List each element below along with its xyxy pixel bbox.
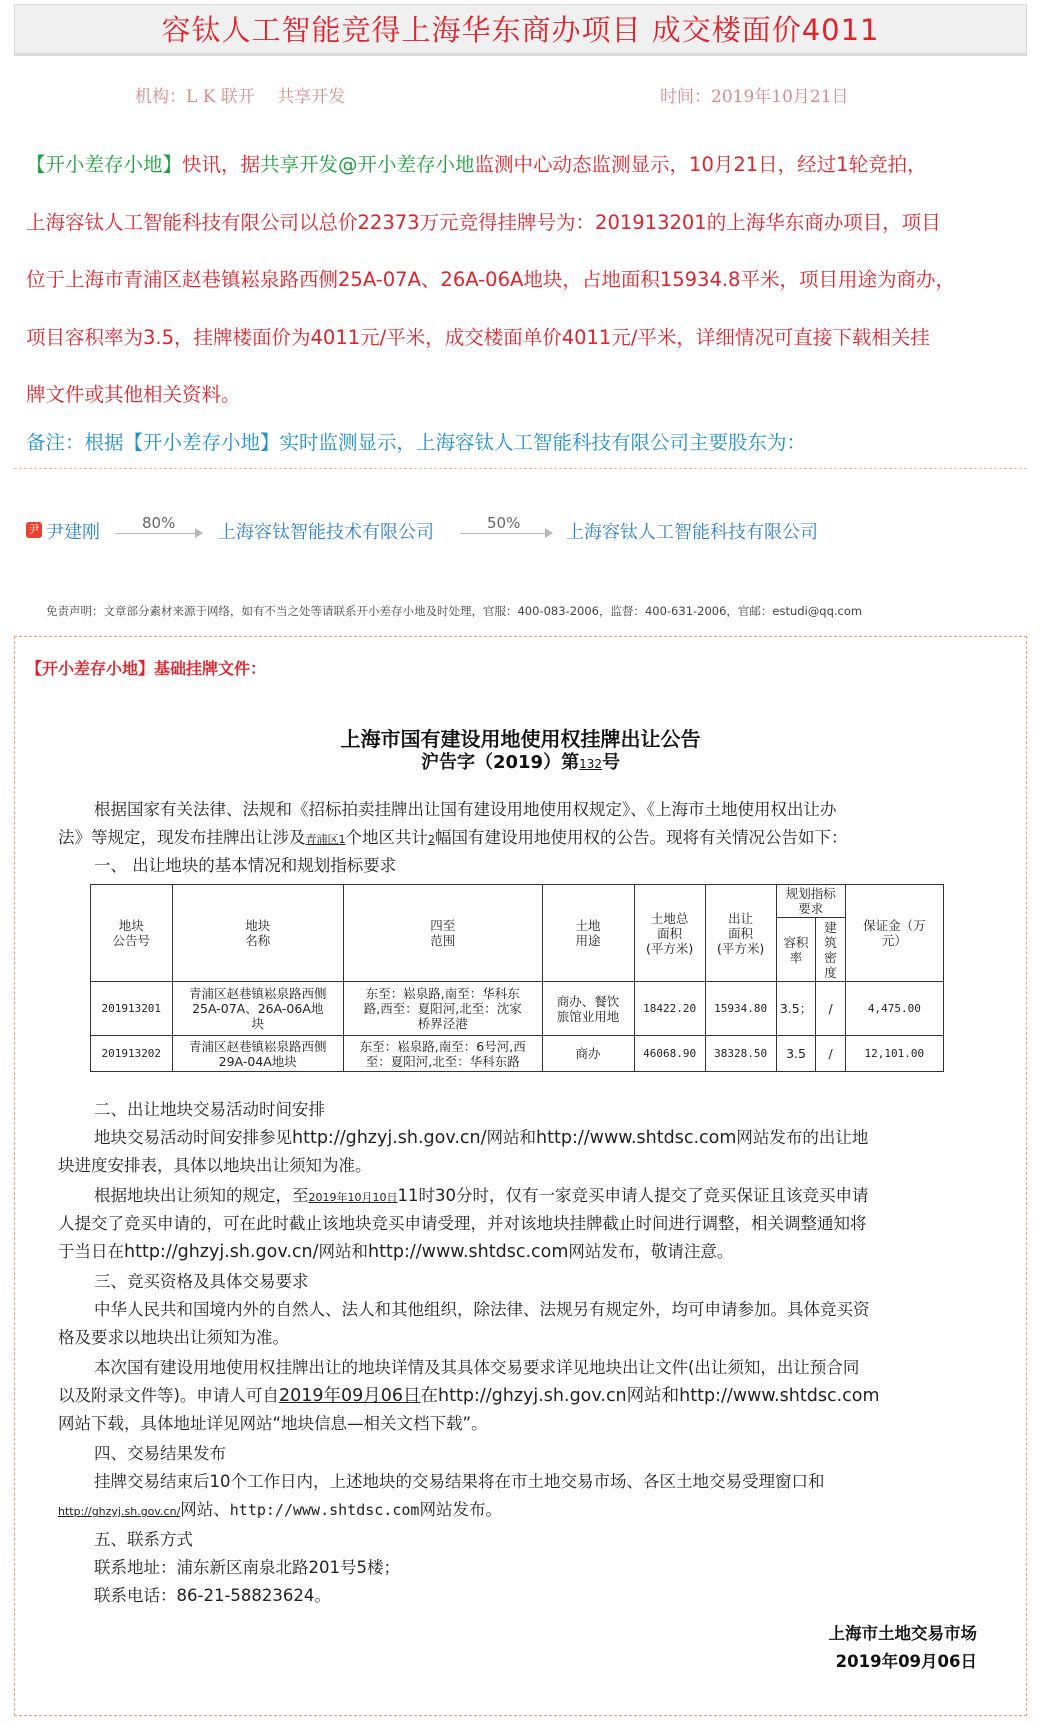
- cell-range: 东至：崧泉路,南至：6号河,西 至：夏阳河,北至：华科东路: [343, 1036, 542, 1072]
- para-2b: 块进度安排表，具体以地块出让须知为准。: [58, 1156, 372, 1175]
- para-2a: 地块交易活动时间安排参见http://ghzyj.sh.gov.cn/网站和http://www.shtdsc.com网站发布的出让地: [94, 1128, 869, 1148]
- para-3a: 根据地块出让须知的规定，至2019年10月10日11时30分时，仅有一家竞买申请人提交了竞买保证且该竞买申请: [94, 1186, 869, 1205]
- cell-far: 3.5: [776, 1036, 816, 1072]
- person-icon: 尹: [26, 522, 42, 538]
- cell-name: 青浦区赵巷镇崧泉路西侧 29A-04A地块: [172, 1036, 343, 1072]
- th-name: 地块 名称: [172, 885, 343, 982]
- th-far: 容积 率: [776, 918, 816, 982]
- para-3b: 人提交了竞买申请的，可在此时截止该地块竞买申请受理，并对该地块挂牌截止时间进行调整，相关调整通知将: [58, 1214, 867, 1233]
- news-line-1: 【开小差存小地】快讯，据共享开发@开小差存小地监测中心动态监测显示，10月21日，经过1轮竞拍，: [26, 153, 927, 176]
- document-label: 【开小差存小地】基础挂牌文件：: [26, 659, 267, 678]
- title-banner: [14, 4, 1027, 56]
- para-6b: http://ghzyj.sh.gov.cn/网站、http://www.shtdsc.com网站发布。: [58, 1500, 502, 1519]
- cell-name: 青浦区赵巷镇崧泉路西侧 25A-07A、26A-06A地 块: [172, 982, 343, 1036]
- news-line-5: 牌文件或其他相关资料。: [26, 383, 241, 406]
- para-3c: 于当日在http://ghzyj.sh.gov.cn/网站和http://www.shtdsc.com网站发布，敬请注意。: [58, 1242, 734, 1262]
- para-5b: 以及附录文件等)。申请人可自2019年09月06日在http://ghzyj.sh.gov.cn网站和http://www.shtdsc.com: [58, 1386, 880, 1406]
- link-ghzyj[interactable]: http://ghzyj.sh.gov.cn/: [58, 1505, 181, 1518]
- th-range: 四至 范围: [343, 885, 542, 982]
- table-header-row: [91, 885, 944, 918]
- land-table: [90, 884, 944, 1072]
- chain-company-2[interactable]: 上海容钛人工智能科技有限公司: [566, 522, 818, 543]
- link-shtdsc[interactable]: http://www.shtdsc.com: [229, 1501, 420, 1519]
- cell-no: 201913201: [91, 982, 173, 1036]
- disclaimer: 免责声明：文章部分素材来源于网络，如有不当之处等请联系开小差存小地及时处理，官服：400-083-2006，监督：400-631-2006，官邮：estudi@qq.com: [46, 604, 863, 618]
- contact-address: 联系地址：浦东新区南泉北路201号5楼；: [94, 1558, 400, 1577]
- link-shtdsc[interactable]: http://www.shtdsc.com: [536, 1128, 737, 1148]
- cell-range: 东至：崧泉路,南至：华科东 路,西至：夏阳河,北至：沈家 桥界泾港: [343, 982, 542, 1036]
- announcement-number: 沪告字（2019）第132号: [420, 752, 620, 773]
- para-5c: 网站下载，具体地址详见网站“地块信息—相关文档下载”。: [58, 1414, 488, 1433]
- th-deposit: 保证金（万 元）: [845, 885, 943, 982]
- section-5: 五、联系方式: [94, 1530, 193, 1549]
- news-line-3: 位于上海市青浦区赵巷镇崧泉路西侧25A-07A、26A-06A地块，占地面积15934.8平米，项目用途为商办，: [26, 268, 955, 291]
- chain-person[interactable]: 尹建刚: [46, 522, 100, 543]
- chain-pct-1: 80%: [142, 514, 176, 532]
- para-4b: 格及要求以地块出让须知为准。: [58, 1328, 289, 1347]
- chain-arrow-1: [115, 533, 195, 534]
- para-6a: 挂牌交易结束后10个工作日内，上述地块的交易结果将在市土地交易市场、各区土地交易受理窗口和: [94, 1472, 825, 1491]
- link-shtdsc[interactable]: http://www.shtdsc.com: [368, 1242, 569, 1262]
- th-use: 土地 用途: [542, 885, 634, 982]
- link-ghzyj[interactable]: http://ghzyj.sh.gov.cn/: [292, 1128, 487, 1148]
- para-1b: 法》等规定，现发布挂牌出让涉及青浦区1个地区共计2幅国有建设用地使用权的公告。现将有关情况公告如下：: [58, 828, 848, 847]
- th-density: 建 筑 密 度: [816, 918, 845, 982]
- contact-phone: 联系电话：86-21-58823624。: [94, 1586, 331, 1605]
- cell-total: 46068.90: [634, 1036, 705, 1072]
- source-tag: 【开小差存小地】: [26, 153, 183, 176]
- cell-area: 38328.50: [705, 1036, 776, 1072]
- page-title: 容钛人工智能竞得上海华东商办项目 成交楼面价4011: [161, 13, 880, 47]
- chain-arrow-head-1: [195, 528, 203, 538]
- th-area: 出让 面积 (平方米): [705, 885, 776, 982]
- table-row: [91, 1036, 944, 1072]
- cell-total: 18422.20: [634, 982, 705, 1036]
- signature-date: 2019年09月06日: [835, 1652, 977, 1671]
- cell-no: 201913202: [91, 1036, 173, 1072]
- section-4: 四、交易结果发布: [94, 1444, 226, 1463]
- table-row: [91, 982, 944, 1036]
- cell-use: 商办、餐饮 旅馆业用地: [542, 982, 634, 1036]
- section-2: 二、出让地块交易活动时间安排: [94, 1100, 325, 1119]
- time-label: 时间：2019年10月21日: [660, 87, 849, 107]
- section-3: 三、竞买资格及具体交易要求: [94, 1272, 309, 1291]
- cell-area: 15934.80: [705, 982, 776, 1036]
- chain-arrow-head-2: [545, 528, 553, 538]
- th-no: 地块 公告号: [91, 885, 173, 982]
- source-link[interactable]: 共享开发@开小差存小地: [260, 153, 475, 176]
- link-ghzyj[interactable]: http://ghzyj.sh.gov.cn/: [124, 1242, 319, 1262]
- chain-pct-2: 50%: [487, 514, 521, 532]
- news-body: [26, 136, 1026, 424]
- para-4a: 中华人民共和国境内外的自然人、法人和其他组织，除法律、法规另有规定外，均可申请参加。具体竞买资: [94, 1300, 870, 1319]
- news-line-4: 项目容积率为3.5，挂牌楼面价为4011元/平米，成交楼面单价4011元/平米，详细情况可直接下载相关挂: [26, 325, 930, 349]
- th-total: 土地总 面积 (平方米): [634, 885, 705, 982]
- para-1a: 根据国家有关法律、法规和《招标拍卖挂牌出让国有建设用地使用权规定》、《上海市土地使用权出让办: [94, 800, 837, 819]
- cell-deposit: 12,101.00: [845, 1036, 943, 1072]
- th-plan: 规划指标 要求: [776, 885, 845, 918]
- org-label: 机构：L K 联开 共享开发: [135, 87, 346, 107]
- cell-far: 3.5；: [776, 982, 816, 1036]
- cell-deposit: 4,475.00: [845, 982, 943, 1036]
- cell-use: 商办: [542, 1036, 634, 1072]
- cell-density: /: [816, 1036, 845, 1072]
- chain-company-1[interactable]: 上海容钛智能技术有限公司: [218, 522, 434, 543]
- para-5a: 本次国有建设用地使用权挂牌出让的地块详情及其具体交易要求详见地块出让文件(出让须知，出让预合同: [94, 1358, 860, 1377]
- divider: [14, 468, 1027, 469]
- cell-density: /: [816, 982, 845, 1036]
- chain-arrow-2: [460, 533, 545, 534]
- section-1: 一、 出让地块的基本情况和规划指标要求: [94, 856, 397, 875]
- shareholder-note: 备注：根据【开小差存小地】实时监测显示，上海容钛人工智能科技有限公司主要股东为：: [26, 431, 807, 454]
- news-line-2: 上海容钛人工智能科技有限公司以总价22373万元竞得挂牌号为：201913201的上海华东商办项目，项目: [26, 210, 941, 234]
- announcement-title: 上海市国有建设用地使用权挂牌出让公告: [340, 727, 701, 751]
- signature-org: 上海市土地交易市场: [828, 1624, 977, 1643]
